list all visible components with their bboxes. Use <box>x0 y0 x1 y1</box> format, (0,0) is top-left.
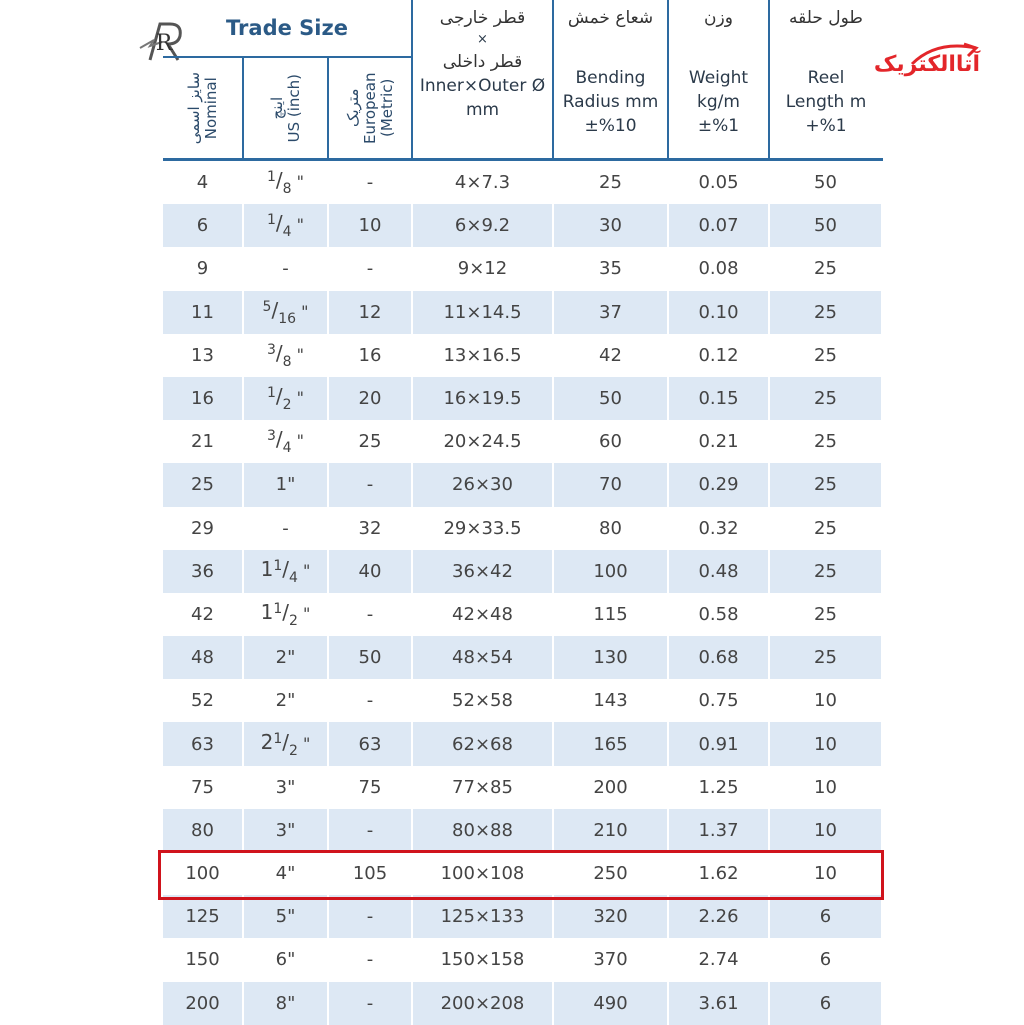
european-cell: 10 <box>328 204 412 247</box>
european-cell: 40 <box>328 550 412 593</box>
diameter-cell: 6×9.2 <box>412 204 553 247</box>
reel-cell: 50 <box>769 204 882 247</box>
nominal-cell: 9 <box>163 247 243 290</box>
table-row <box>163 593 882 636</box>
inch-mark: " <box>296 301 309 321</box>
reel-fa: طول حلقه <box>789 8 863 28</box>
fraction-numerator: 1 <box>266 385 276 402</box>
nominal-en: Nominal <box>201 76 220 140</box>
reel-cell: 25 <box>769 550 882 593</box>
nominal-cell: 150 <box>163 938 243 981</box>
reel-cell: 25 <box>769 636 882 679</box>
european-cell: - <box>328 895 412 938</box>
weight-cell: 3.61 <box>668 982 769 1025</box>
inch-fraction <box>266 427 305 457</box>
bending-cell: 42 <box>553 334 668 377</box>
diameter-cell: 29×33.5 <box>412 507 553 550</box>
weight-cell: 0.58 <box>668 593 769 636</box>
nominal-cell: 25 <box>163 463 243 506</box>
reel-cell: 10 <box>769 766 882 809</box>
fraction-slash: / <box>282 556 290 581</box>
european-cell: - <box>328 247 412 290</box>
bending-cell: 70 <box>553 463 668 506</box>
reel-cell: 25 <box>769 463 882 506</box>
diameter-cell: 26×30 <box>412 463 553 506</box>
weight-header <box>668 0 769 160</box>
table-row <box>163 982 882 1025</box>
diameter-cell: 100×108 <box>412 852 553 895</box>
company-logo-right <box>873 40 980 100</box>
weight-cell: 1.25 <box>668 766 769 809</box>
bending-cell: 490 <box>553 982 668 1025</box>
bending-cell: 50 <box>553 377 668 420</box>
fraction-slash: / <box>282 729 290 754</box>
bending-fa: شعاع خمش <box>567 8 654 28</box>
table-row <box>163 766 882 809</box>
european-cell: - <box>328 809 412 852</box>
eu-en: European (Metric) <box>360 72 396 144</box>
european-cell: - <box>328 679 412 722</box>
fraction-slash: / <box>275 211 283 236</box>
table-row <box>163 938 882 981</box>
us-inch-cell: 2" <box>243 679 328 722</box>
diameter-cell: 4×7.3 <box>412 160 553 205</box>
nominal-cell: 63 <box>163 722 243 765</box>
fraction-whole: 1 <box>260 556 274 581</box>
nominal-cell: 13 <box>163 334 243 377</box>
nominal-cell: 200 <box>163 982 243 1025</box>
nominal-cell: 52 <box>163 679 243 722</box>
european-cell: 25 <box>328 420 412 463</box>
nominal-cell: 36 <box>163 550 243 593</box>
eu-fa: متریک <box>343 88 362 128</box>
table-row <box>163 463 882 506</box>
nominal-cell: 29 <box>163 507 243 550</box>
fraction-whole: 2 <box>260 729 274 754</box>
diameter-cell: 125×133 <box>412 895 553 938</box>
fraction-numerator: 3 <box>266 428 276 445</box>
weight-fa: وزن <box>704 8 733 28</box>
us-inch-cell: - <box>243 247 328 290</box>
us-fa: اینچ <box>267 96 286 120</box>
reel-cell: 6 <box>769 938 882 981</box>
european-cell: - <box>328 160 412 205</box>
weight-cell: 0.32 <box>668 507 769 550</box>
reel-cell: 10 <box>769 809 882 852</box>
fraction-slash: / <box>282 599 290 624</box>
european-cell: 16 <box>328 334 412 377</box>
bending-cell: 37 <box>553 291 668 334</box>
bending-cell: 25 <box>553 160 668 205</box>
fraction-numerator: 1 <box>273 730 283 747</box>
reel-cell: 25 <box>769 507 882 550</box>
reel-cell: 10 <box>769 722 882 765</box>
weight-cell: 0.12 <box>668 334 769 377</box>
bending-cell: 200 <box>553 766 668 809</box>
bending-cell: 35 <box>553 247 668 290</box>
weight-en-3: ±%1 <box>697 116 740 136</box>
bending-en-3: ±%10 <box>584 116 637 136</box>
inch-fraction <box>260 556 311 586</box>
us-inch-cell: 3" <box>243 766 328 809</box>
trade-size-header: Trade Size <box>163 0 412 57</box>
fraction-denominator: 8 <box>282 181 292 198</box>
nominal-cell: 6 <box>163 204 243 247</box>
weight-cell: 1.37 <box>668 809 769 852</box>
diameter-cell: 77×85 <box>412 766 553 809</box>
bending-cell: 320 <box>553 895 668 938</box>
table-row <box>163 420 882 463</box>
nominal-fa: سایز اسمی <box>184 71 203 145</box>
weight-cell: 0.29 <box>668 463 769 506</box>
diameter-header <box>412 0 553 160</box>
bending-header <box>553 0 668 160</box>
highlight-row-100 <box>158 850 884 900</box>
nominal-cell: 75 <box>163 766 243 809</box>
us-inch-cell <box>243 160 328 205</box>
fraction-denominator: 4 <box>282 224 292 241</box>
bending-cell: 130 <box>553 636 668 679</box>
weight-en-2: kg/m <box>697 92 740 112</box>
weight-cell: 2.74 <box>668 938 769 981</box>
diameter-cell: 9×12 <box>412 247 553 290</box>
european-cell: 63 <box>328 722 412 765</box>
reel-cell: 25 <box>769 420 882 463</box>
diameter-cell: 62×68 <box>412 722 553 765</box>
european-cell: 50 <box>328 636 412 679</box>
us-inch-cell <box>243 204 328 247</box>
reel-cell: 6 <box>769 895 882 938</box>
nominal-cell: 21 <box>163 420 243 463</box>
european-cell: - <box>328 593 412 636</box>
us-inch-header <box>243 57 328 160</box>
european-header <box>328 57 412 160</box>
diameter-times: × <box>477 32 488 47</box>
european-cell: - <box>328 938 412 981</box>
inch-mark: " <box>297 733 311 753</box>
us-inch-cell: 5" <box>243 895 328 938</box>
bending-cell: 30 <box>553 204 668 247</box>
inch-mark: " <box>291 431 305 451</box>
bending-cell: 80 <box>553 507 668 550</box>
reel-cell: 6 <box>769 982 882 1025</box>
european-cell: 75 <box>328 766 412 809</box>
weight-cell: 0.91 <box>668 722 769 765</box>
reel-cell: 25 <box>769 593 882 636</box>
us-inch-cell <box>243 593 328 636</box>
nominal-cell: 42 <box>163 593 243 636</box>
inch-fraction <box>260 729 311 759</box>
inch-mark: " <box>291 344 305 364</box>
us-inch-cell: 1" <box>243 463 328 506</box>
nominal-cell: 16 <box>163 377 243 420</box>
reel-en-3: +%1 <box>805 116 847 136</box>
diameter-cell: 16×19.5 <box>412 377 553 420</box>
weight-cell: 0.15 <box>668 377 769 420</box>
reel-en-1: Reel <box>807 68 845 88</box>
us-inch-cell <box>243 550 328 593</box>
fraction-denominator: 4 <box>282 440 292 457</box>
reel-header <box>769 0 882 160</box>
inch-fraction <box>266 384 305 414</box>
fraction-denominator: 4 <box>289 569 298 586</box>
inch-fraction <box>260 599 311 629</box>
european-cell: - <box>328 463 412 506</box>
inch-fraction <box>262 297 309 327</box>
diameter-fa-inner: قطر داخلی <box>442 52 523 72</box>
weight-cell: 0.21 <box>668 420 769 463</box>
diameter-cell: 36×42 <box>412 550 553 593</box>
table-row <box>163 895 882 938</box>
diameter-en-2: mm <box>465 100 500 120</box>
bending-cell: 115 <box>553 593 668 636</box>
diameter-cell: 20×24.5 <box>412 420 553 463</box>
bending-cell: 250 <box>553 852 668 895</box>
reel-en-2: Length m <box>785 92 867 112</box>
weight-cell: 0.48 <box>668 550 769 593</box>
inch-mark: " <box>297 603 311 623</box>
table-row <box>163 377 882 420</box>
us-en: US (inch) <box>284 73 303 143</box>
bending-cell: 60 <box>553 420 668 463</box>
bending-cell: 210 <box>553 809 668 852</box>
fraction-whole: 1 <box>260 599 274 624</box>
us-inch-cell <box>243 377 328 420</box>
diameter-cell: 13×16.5 <box>412 334 553 377</box>
fraction-slash: / <box>275 340 283 365</box>
weight-cell: 0.08 <box>668 247 769 290</box>
reel-cell: 25 <box>769 377 882 420</box>
european-cell: 20 <box>328 377 412 420</box>
table-row <box>163 291 882 334</box>
reel-cell: 25 <box>769 291 882 334</box>
inch-fraction <box>266 340 305 370</box>
weight-cell: 0.05 <box>668 160 769 205</box>
table-row <box>163 636 882 679</box>
table-row <box>163 507 882 550</box>
us-inch-cell: 4" <box>243 852 328 895</box>
reel-cell: 10 <box>769 679 882 722</box>
us-inch-cell <box>243 722 328 765</box>
diameter-en-1: Inner×Outer Ø <box>419 76 546 96</box>
us-inch-cell: 8" <box>243 982 328 1025</box>
nominal-cell: 100 <box>163 852 243 895</box>
fraction-slash: / <box>275 168 283 193</box>
fraction-denominator: 2 <box>289 742 298 759</box>
us-inch-cell: - <box>243 507 328 550</box>
table-row <box>163 809 882 852</box>
fraction-numerator: 3 <box>266 341 276 358</box>
fraction-slash: / <box>271 297 279 322</box>
weight-cell: 0.10 <box>668 291 769 334</box>
fraction-denominator: 2 <box>289 612 298 629</box>
us-inch-cell <box>243 420 328 463</box>
nominal-cell: 125 <box>163 895 243 938</box>
diameter-cell: 48×54 <box>412 636 553 679</box>
nominal-cell: 80 <box>163 809 243 852</box>
fraction-slash: / <box>275 427 283 452</box>
bending-cell: 370 <box>553 938 668 981</box>
fraction-numerator: 1 <box>273 600 283 617</box>
european-cell: 105 <box>328 852 412 895</box>
inch-mark: " <box>291 172 305 192</box>
bending-en-2: Radius mm <box>562 92 659 112</box>
diameter-cell: 52×58 <box>412 679 553 722</box>
reel-cell: 25 <box>769 334 882 377</box>
fraction-numerator: 5 <box>262 298 272 315</box>
bending-cell: 143 <box>553 679 668 722</box>
fraction-numerator: 1 <box>273 557 283 574</box>
us-inch-cell <box>243 291 328 334</box>
nominal-header <box>163 57 243 160</box>
inch-mark: " <box>291 388 305 408</box>
diameter-cell: 80×88 <box>412 809 553 852</box>
table-row <box>163 204 882 247</box>
diameter-cell: 200×208 <box>412 982 553 1025</box>
european-cell: 32 <box>328 507 412 550</box>
us-inch-cell: 3" <box>243 809 328 852</box>
diameter-cell: 11×14.5 <box>412 291 553 334</box>
table-row <box>163 247 882 290</box>
us-inch-cell <box>243 334 328 377</box>
fraction-denominator: 2 <box>282 397 292 414</box>
weight-cell: 0.68 <box>668 636 769 679</box>
table-row <box>163 550 882 593</box>
fraction-numerator: 1 <box>266 169 276 186</box>
european-cell: - <box>328 982 412 1025</box>
inch-mark: " <box>291 215 305 235</box>
bending-en-1: Bending <box>575 68 646 88</box>
diameter-cell: 42×48 <box>412 593 553 636</box>
diameter-cell: 150×158 <box>412 938 553 981</box>
reel-cell: 25 <box>769 247 882 290</box>
bending-cell: 165 <box>553 722 668 765</box>
inch-mark: " <box>297 560 311 580</box>
inch-fraction <box>266 211 305 241</box>
table-row <box>163 160 882 205</box>
fraction-denominator: 16 <box>278 310 297 327</box>
nominal-cell: 4 <box>163 160 243 205</box>
reel-cell: 10 <box>769 852 882 895</box>
inch-fraction <box>266 168 305 198</box>
us-inch-cell: 6" <box>243 938 328 981</box>
nominal-cell: 11 <box>163 291 243 334</box>
table-row <box>163 722 882 765</box>
diameter-fa-outer: قطر خارجی <box>439 8 526 28</box>
us-inch-cell: 2" <box>243 636 328 679</box>
logo-letter: R <box>155 31 173 56</box>
fraction-slash: / <box>275 384 283 409</box>
nominal-cell: 48 <box>163 636 243 679</box>
weight-cell: 2.26 <box>668 895 769 938</box>
reel-cell: 50 <box>769 160 882 205</box>
table-row <box>163 679 882 722</box>
bending-cell: 100 <box>553 550 668 593</box>
weight-cell: 1.62 <box>668 852 769 895</box>
weight-en-1: Weight <box>688 68 749 88</box>
table-row <box>163 334 882 377</box>
weight-cell: 0.07 <box>668 204 769 247</box>
european-cell: 12 <box>328 291 412 334</box>
brand-name: آتاالکتریک <box>873 52 980 77</box>
fraction-numerator: 1 <box>266 212 276 229</box>
weight-cell: 0.75 <box>668 679 769 722</box>
fraction-denominator: 8 <box>282 353 292 370</box>
